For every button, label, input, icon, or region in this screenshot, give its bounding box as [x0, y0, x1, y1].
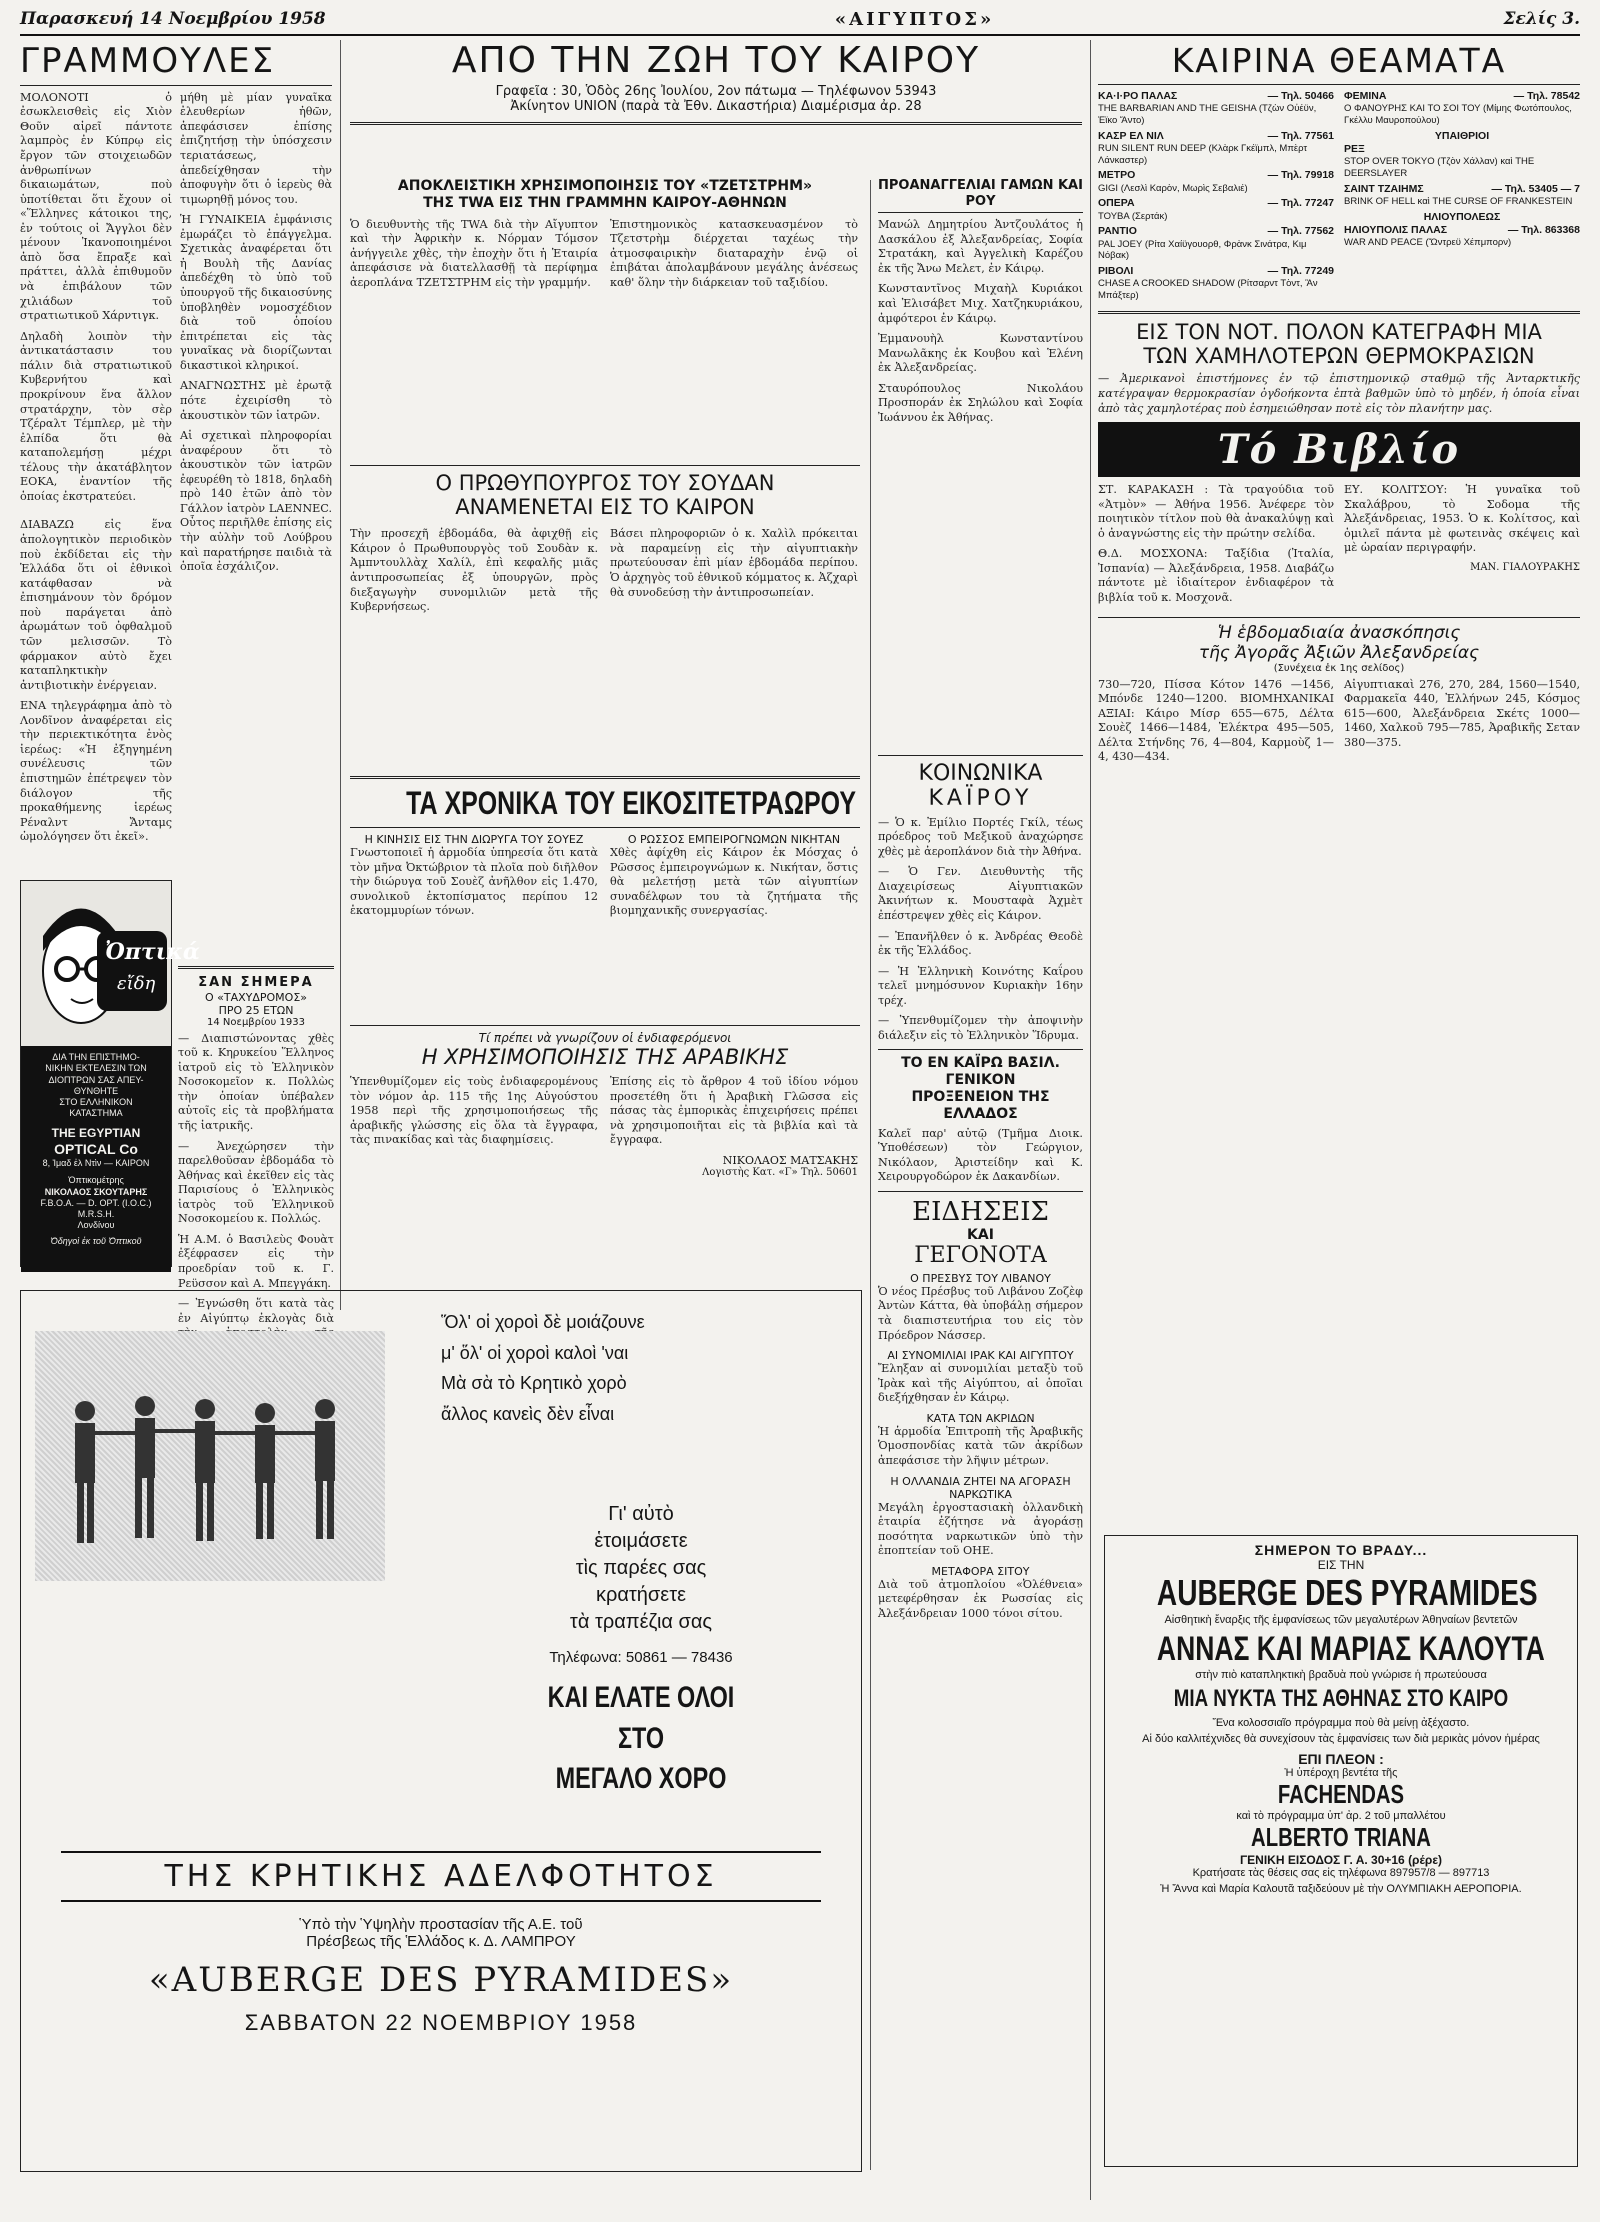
article-paragraph: ΣΤ. ΚΑΡΑΚΑΣΗ : Τὰ τραγούδια τοῦ «Ἀτμὸν» — Ἀθήνα 1956. Ἀνέφερε τὸν ποιητικὸν τίτλον ποὺ θὰ ἀνακαλύψῃ καὶ ὁ ἀναγνώστης εἰς τὴν πρώτην σελίδα. — [1098, 483, 1334, 540]
dance-cta-3: ΜΕΓΑΛΟ ΧΟΡΟ — [555, 1762, 727, 1796]
dancers-silhouette-icon — [35, 1331, 385, 1581]
auberge-line: Αἱ δύο καλλιτέχνιδες θὰ συνεχίσουν τὰς ἐμφανίσεις των διὰ μερικὰς μόνον ἡμέρας — [1142, 1733, 1540, 1745]
temperature-headline: ΕΙΣ ΤΟΝ ΝΟΤ. ΠΟΛΟΝ ΚΑΤΕΓΡΑΦΗ ΜΙΑ — [1136, 320, 1542, 345]
cinema-entry: ΚΑ·Ι·ΡΟ ΠΑΛΑΣ — Τηλ. 50466 THE BARBARIAN AND THE GEISHA (Τζὼν Οὐέϋν, Ἐϊκο Ἄντο) — [1098, 89, 1334, 126]
cinema-listing-left — [1098, 90, 1334, 306]
article-paragraph: Ἐμμανουὴλ Κωνσταντίνου Μανωλᾶκης ἐκ Κουβου καὶ Ἑλένη ἐκ Ἀλεξανδρείας. — [878, 332, 1083, 375]
article-paragraph: Θ.Δ. ΜΟΣΧΟΝΑ: Ταξίδια (Ἰταλία, Ἰσπανία) — Ἀλεξάνδρεια, 1958. Διαβάζω πάντοτε μὲ ἰδιαίτερον ἐνδιαφέρον τὰ βιβλία τοῦ κ. Μοσχονᾶ. — [1098, 547, 1334, 605]
auberge-name: AUBERGE DES PYRAMIDES — [1156, 1572, 1538, 1613]
article-paragraph: Ἡ ἁρμοδία Ἐπιτροπὴ τῆς Ἀραβικῆς Ὁμοσπονδίας κατὰ τῶν ἀκρίδων ἀπεφάσισε τὴν λῆψιν μέτρων. — [878, 1424, 1083, 1467]
auberge-line: στὴν πιὸ καταπληκτικὴ βραδυὰ ποὺ γνώρισε ἡ πρωτεύουσα — [1195, 1669, 1487, 1681]
auberge-star-2: FACHENDAS — [1277, 1779, 1405, 1809]
article-paragraph: Μεγάλη ἐργοστασιακὴ ὀλλανδικὴ ἑταιρία ἐζήτησε νὰ ἀγοράσῃ ποσότητα ναρκωτικῶν ὑπὸ τὴν ἐποπτείαν τοῦ ΟΗΕ. — [878, 1500, 1083, 1558]
social-headline-2: ΚΑΪΡΟΥ — [928, 786, 1033, 812]
dancers-photograph — [35, 1331, 385, 1581]
dance-venue: «AUBERGE DES PYRAMIDES» — [148, 1960, 734, 2000]
optician-note: Ὁδηγοὶ ἐκ τοῦ Ὀπτικοῦ — [50, 1235, 142, 1246]
section-title-kairina-theamata: ΚΑΙΡΙΝΑ ΘΕΑΜΑΤΑ — [1171, 41, 1507, 80]
stock-review-subhead: (Συνέχεια ἐκ 1ης σελίδος) — [1273, 662, 1405, 674]
article-paragraph: ΕΝΑ τηλεγράφημα ἀπὸ τὸ Λονδῖνον ἀναφέρεται εἰς τὴν περιεκτικότητα ἑνὸς ἰερέως: «Ἡ ἐξηγημένη συνέλευσις τῶν ἐπιστημῶν ἐπέτρεψεν τὸν διάλογον τῆς προκαθήμενης ἱερέως Ρέναλντ Ἄνταμς ὡμολόγησεν ὅτι ἐκεῖ». — [20, 699, 172, 844]
article-paragraph: ΜΟΛΟΝΟΤΙ ὁ ἐσωκλεισθεὶς εἰς Χιὸν Θοῦν αἰρεῖ πάντοτε λαμπρὸς ἐν Κύπρῳ εἰς ἔργον τῶν στοιχειωδῶν ἀνθρωπίνων δικαιωμάτων, ποὺ ὑποτίθεται ὅτι ἔχουν οἱ «Ἕλληνες κάτοικοι της, ἐν τούτοις οἱ Ἄγγλοι δὲν μένουν Ἰκανοποιημένοι ἀπὸ ὅσα ἔπραξε καὶ πράττει, ἀλλὰ ἐπιθυμοῦν νὰ ἐπιβάλουν τῶν χιλιάδων τοῦ στρατιωτικοῦ Χάρντιγκ. — [20, 90, 172, 323]
dance-call: κρατήσετε — [595, 1584, 687, 1606]
news-subhead: ΚΑΤΑ ΤΩΝ ΑΚΡΙΔΩΝ — [926, 1411, 1035, 1425]
article-paragraph: Ἔληξαν αἱ συνομιλίαι μεταξὺ τοῦ Ἰρὰκ καὶ τῆς Αἰγύπτου, αἱ ὁποῖαι διεξήχθησαν ἐν Κάιρῳ. — [878, 1362, 1083, 1405]
arabic-signature: ΝΙΚΟΛΑΟΣ ΜΑΤΣΑΚΗΣ — [722, 1153, 858, 1167]
article-paragraph: Γνωστοποιεῖ ἡ ἀρμοδία ὑπηρεσία ὅτι κατὰ τὸν μῆνα Ὀκτώβριον τὰ πλοῖα ποὺ διῆλθον τὴν διώρυγα τοῦ Σουὲζ ἀνῆλθον εἰς 1.470, συνολικοῦ ἐκτοπίσματος περίπου 12 ἑκατομμυρίων τόνων. — [350, 846, 598, 918]
article-paragraph: Κωνσταντῖνος Μιχαὴλ Κυριάκοι καὶ Ἐλισάβετ Μιχ. Χατζηκυριάκου, ἀμφότεροι ἐν Κάιρῳ. — [878, 282, 1083, 325]
consulate-headline: ΤΟ ΕΝ ΚΑΪΡΩ ΒΑΣΙΛ. ΓΕΝΙΚΟΝ — [901, 1055, 1060, 1089]
article-paragraph: Ἐπίσης εἰς τὸ ἄρθρον 4 τοῦ ἰδίου νόμου προσετέθη ὅτι ἡ Ἀραβικὴ Γλῶσσα εἰς πάσας τὰς ἐμπορικὰς ἐπιχειρήσεις πρέπει νὰ χρησιμοποιῆται εἰς τὰ βιβλία καὶ τὰ ἔγγραφα. — [610, 1075, 858, 1147]
temperature-headline-2: ΤΩΝ ΧΑΜΗΛΟΤΕΡΩΝ ΘΕΡΜΟΚΡΑΣΙΩΝ — [1143, 344, 1535, 369]
auberge-top: ΣΗΜΕΡΟΝ ΤΟ ΒΡΑΔΥ... — [1254, 1542, 1428, 1558]
cretan-dance-advertisement — [20, 1290, 862, 2172]
article-paragraph: Δηλαδὴ λοιπὸν τὴν ἀντικατάστασιν του πάλιν διὰ στρατιωτικοῦ Κυβερνήτου καὶ προκρίνουν ἕνα ἄλλον στρατάρχην, τὸν σὲρ Τζέραλτ Τέμπλερ, μὲ τὴν ἐλπίδα ὅτι θὰ καταπολεμήσῃ μέχρι τέλους τὴν ἀκατάβλητον ΕΟΚΑ, ἐναντίον τῆς ὁποίας ἐκστρατεύει. — [20, 329, 172, 503]
twa-headline: ΑΠΟΚΛΕΙΣΤΙΚΗ ΧΡΗΣΙΜΟΠΟΙΗΣΙΣ ΤΟΥ «ΤΖΕΤΣΤΡΗΜ» — [397, 178, 813, 194]
auberge-star: ΑΝΝΑΣ ΚΑΙ ΜΑΡΙΑΣ ΚΑΛΟΥΤΑ — [1156, 1630, 1545, 1668]
optician-advertisement — [20, 880, 200, 1267]
auberge-advertisement — [1104, 1535, 1578, 2167]
chronicles-subhead: Ο ΡΩΣΣΟΣ ΕΜΠΕΙΡΟΓΝΩΜΩΝ ΝΙΚΗΤΑΝ — [627, 833, 841, 846]
auberge-line: καὶ τὸ πρόγραμμα ὑπ' ἀρ. 2 τοῦ μπαλλέτου — [1236, 1810, 1446, 1822]
dance-verse: Ὅλ' οἱ χοροὶ δὲ μοιάζουνε — [441, 1312, 645, 1332]
optician-line: ΔΙΟΠΤΡΩΝ ΣΑΣ ΑΠΕΥ- — [48, 1074, 144, 1085]
dance-call: τὶς παρέες σας — [575, 1557, 707, 1579]
dance-patron-2: Πρέσβεως τῆς Ἑλλάδος κ. Δ. ΛΑΜΠΡΟΥ — [306, 1933, 576, 1950]
auberge-line: Κρατήσατε τὰς θέσεις σας εἰς τηλέφωνα 897957/8 — 897713 — [1192, 1867, 1490, 1879]
cinema-entry: ΦΕΜΙΝΑ — Τηλ. 78542 Ο ΦΑΝΟΥΡΗΣ ΚΑΙ ΤΟ ΣΟΙ ΤΟΥ (Μίμης Φωτόπουλος, Γκέλλυ Μαυροπούλου) — [1344, 89, 1580, 126]
auberge-top-2: ΕΙΣ ΤΗΝ — [1317, 1558, 1365, 1572]
optician-address: 8, Ἰμαδ ἐλ Ντὶν — ΚΑΙΡΟΝ — [42, 1158, 150, 1168]
auberge-line: Ἕνα κολοσσιαῖο πρόγραμμα ποὺ θὰ μείνῃ ἀξέχαστο. — [1212, 1717, 1470, 1729]
arabic-signature-2: Λογιστὴς Κατ. «Γ» Τηλ. 50601 — [702, 1166, 858, 1178]
dance-verse: μ' ὅλ' οἱ χοροὶ καλοὶ 'ναι — [441, 1342, 629, 1363]
dance-cta-2: ΣΤΟ — [617, 1721, 665, 1755]
san-simera-subtitle: Ο «ΤΑΧΥΔΡΟΜΟΣ» — [204, 990, 308, 1004]
article-paragraph: ΔΙΑΒΑΖΩ εἰς ἕνα ἀπολογητικὸν περιοδικὸν ποὺ ἐκδίδεται εἰς τὴν Ἑλλάδα ὅτι οἱ ἐθνικοὶ κατάφθασαν νὰ ἐπισημάνουν τὸν δρόμον ποὺ παράγεται ἀπὸ ἀρωμάτων τοῦ ὀφθαλμοῦ τῶν μελισσῶν. Τὸ φάρμακον αὐτὸ ἔχει καταπληκτικὴν ἀντιβιοτικὴν ἐνέργειαν. — [20, 518, 172, 692]
arabic-language-article — [350, 1020, 860, 1270]
cinema-entry: ΚΑΣΡ ΕΛ ΝΙΛ — Τηλ. 77561 RUN SILENT RUN DEEP (Κλὰρκ Γκέϊμπλ, Μπὲρτ Λάνκαστερ) — [1098, 129, 1334, 166]
optician-word-2: εἴδη — [117, 973, 156, 994]
article-paragraph: Ὁ νέος Πρέσβυς τοῦ Λιβάνου Ζοζὲφ Ἀντὼν Κάττα, θὰ ὑποβάλῃ σήμερον τὰ διαπιστευτήρια του εἰς τὸν Πρόεδρον Νάσσερ. — [878, 1284, 1083, 1342]
weddings-headline: ΠΡΟΑΝΑΓΓΕΛΙΑΙ ΓΑΜΩΝ ΚΑΙ ΡΟΥ — [878, 178, 1083, 213]
sudan-article — [350, 460, 860, 750]
article-paragraph: — Ὑπενθυμίζομεν τὴν ἀποψινὴν διάλεξιν εἰς τὸ Ἑλληνικὸν Ἵδρυμα. — [878, 1014, 1083, 1042]
auberge-night: ΜΙΑ ΝΥΚΤΑ ΤΗΣ ΑΘΗΝΑΣ ΣΤΟ ΚΑΙΡΟ — [1173, 1685, 1509, 1712]
office-address: Γραφεῖα : 30, Ὁδὸς 26ης Ἰουλίου, 2ον πάτωμα — Τηλέφωνον 53943 — [495, 83, 937, 99]
auberge-line: ΓΕΝΙΚΗ ΕΙΣΟΔΟΣ Γ. Α. 30+16 (ρέρε) — [1239, 1853, 1443, 1867]
arabic-headline: Η ΧΡΗΣΙΜΟΠΟΙΗΣΙΣ ΤΗΣ ΑΡΑΒΙΚΗΣ — [421, 1045, 789, 1069]
stock-review-headline: Ἡ ἑβδομαδιαία ἀνασκόπησις — [1217, 622, 1461, 643]
article-paragraph: Αἰγυπτιακαὶ 276, 270, 284, 1560—1540, Φαρμακεῖα 440, Ἐλλήνων 245, Κόσμος 615—600, Ἀλεξάνδρεια Σκέτς 1000—1460, Χαλκοῦ 795—785, Ἀραβικῆς Σεταν 380—375. — [1344, 677, 1580, 749]
article-paragraph: Διὰ τοῦ ἀτμοπλοίου «Ὀλέθνεια» μετεφέρθησαν ἐκ Ρωσσίας εἰς Ἀλεξάνδρειαν 1000 τόνοι σίτου. — [878, 1577, 1083, 1620]
san-simera-subtitle-2: ΠΡΟ 25 ΕΤΩΝ — [218, 1003, 294, 1017]
masthead-paper-name: «ΑΙΓΥΠΤΟΣ» — [834, 8, 995, 30]
auberge-line: Ἡ ὑπέροχη βεντέτα τῆς — [1284, 1767, 1398, 1779]
dance-organizer: ΤΗΣ ΚΡΗΤΙΚΗΣ ΑΔΕΛΦΟΤΗΤΟΣ — [61, 1851, 821, 1902]
optician-line: ΘΥΝΘΗΤΕ — [73, 1085, 119, 1096]
dance-call: τὰ τραπέζια σας — [569, 1611, 713, 1633]
news-subhead: Ο ΠΡΕΣΒΥΣ ΤΟΥ ΛΙΒΑΝΟΥ — [910, 1271, 1051, 1285]
masthead-page-number: Σελίς 3. — [1503, 9, 1580, 29]
cinema-entry: ΡΙΒΟΛΙ — Τηλ. 77249 CHASE A CROOKED SHADOW (Ρίτσαρντ Τὸντ, Ἂν Μπάξτερ) — [1098, 265, 1334, 302]
article-paragraph: — Ἐπανῆλθεν ὁ κ. Ἀνδρέας Θεοδὲ ἐκ τῆς Ἑλλάδος. — [878, 929, 1083, 958]
center-header — [350, 42, 1082, 162]
cinema-listing-right — [1344, 90, 1580, 306]
article-paragraph: — Ὁ Γεν. Διευθυντὴς τῆς Διαχειρίσεως Αἰγυπτιακῶν Ἀκινήτων κ. Μουσταφὰ Ἀχμὲτ ἐπέστρεψεν χθὲς εἰς Κάιρον. — [878, 865, 1083, 922]
sudan-headline-2: ΑΝΑΜΕΝΕΤΑΙ ΕΙΣ ΤΟ ΚΑΙΡΟΝ — [455, 495, 755, 520]
book-signature: ΜΑΝ. ΓΙΑΛΟΥΡΑΚΗΣ — [1470, 561, 1580, 573]
cinema-entry: ΟΠΕΡΑ — Τηλ. 77247 ΤΟΥΒΑ (Σερτάκ) — [1098, 197, 1334, 222]
article-paragraph: — Ἀνεχώρησεν τὴν παρελθοῦσαν ἑβδομάδα τὸ Ἀθήνας καὶ ἐκεῖθεν εἰς τὰς Παρισίους ὁ Ἑλληνικὸς ἰατρὸς τοῦ Ἑλληνικοῦ Νοσοκομείου κ. Πολλώς. — [178, 1139, 334, 1226]
column-rule — [870, 180, 871, 2170]
news-subhead: Η ΟΛΛΑΝΔΙΑ ΖΗΤΕΙ ΝΑ ΑΓΟΡΑΣΗ ΝΑΡΚΩΤΙΚΑ — [890, 1474, 1071, 1501]
twa-article — [350, 178, 860, 408]
optician-owner-label: Ὀπτικομέτρης — [68, 1175, 124, 1186]
auberge-star-3: ALBERTO TRIANA — [1251, 1822, 1431, 1852]
news-headline-2: ΚΑΙ — [967, 1226, 994, 1243]
sudan-headline: Ο ΠΡΩΘΥΠΟΥΡΓΟΣ ΤΟΥ ΣΟΥΔΑΝ — [435, 471, 775, 495]
dance-verse: ἄλλος κανεὶς δὲν εἶναι — [441, 1403, 615, 1424]
auberge-line: ΕΠΙ ΠΛΕΟΝ : — [1298, 1751, 1384, 1767]
article-paragraph: Ἡ ΓΥΝΑΙΚΕΙΑ ἐμφάνισις ἐμωράζει τὸ ἐπάγγελμα. Σχετικὰς ἀναφέρεται ὅτι ἡ Βουλὴ τῆς Δανίας ἀπεδέχθη τὸ ὑπὸ τοῦ ὑπουργοῦ τῆς δικαιοσύνης ὑποβληθὲν νομοσχέδιον διὰ τοῦ ὁποίου ἐπιτρέπεται εἰς τὰς γυναῖκας νὰ διορίζωνται δικαστικοὶ κληρικοί. — [180, 213, 332, 372]
article-paragraph: Καλεῖ παρ' αὐτῷ (Τμῆμα Διοικ. Ὑποθέσεων) τὸν Γεώργιον, Νικόλαον, Ἀριστείδην καὶ Κ. Χειρουργοδώρον ἐκ Δακανδίων. — [878, 1126, 1083, 1184]
article-paragraph: Ἐπιστημονικὸς κατασκευασμένον τὸ Τζετστρὴμ διέρχεται ταχέως τὴν ἀτμοσφαιρικὴν διαταραχὴν ἐνῷ οἱ ἐπιβάται ἀπολαμβάνουν μεγάλης ἀνέσεως καθ' ὅλην τὴν διάρκειαν τοῦ ταξιδίου. — [610, 217, 858, 289]
news-subhead: ΑΙ ΣΥΝΟΜΙΛΙΑΙ ΙΡΑΚ ΚΑΙ ΑΙΓΥΠΤΟΥ — [887, 1349, 1074, 1363]
article-paragraph: — Ἀμερικανοὶ ἐπιστήμονες ἐν τῷ ἐπιστημονικῷ σταθμῷ τῆς Ἀνταρκτικῆς κατέγραψαν θερμοκρασίαν ὀγδοήκοντα ἑπτὰ βαθμῶν ὑπὸ τὸ μηδέν, ἡ ὁποία εἶναι ἀπὸ τὰς χαμηλοτέρας ποὺ ἐσημειώθησαν ποτὲ εἰς τὸν πλανήτην μας. — [1098, 372, 1580, 415]
dance-cta: ΚΑΙ ΕΛΑΤΕ ΟΛΟΙ — [547, 1681, 735, 1715]
news-column — [878, 750, 1083, 2170]
dance-date: ΣΑΒΒΑΤΟΝ 22 ΝΟΕΜΒΡΙΟΥ 1958 — [244, 2010, 638, 2035]
article-paragraph: — Ἡ Ἑλληνικὴ Κοινότης Καΐρου τελεῖ μνημόσυνον Κυριακὴν 16ην τρέχ. — [878, 964, 1083, 1007]
article-paragraph: Χθὲς ἀφίχθη εἰς Κάιρον ἐκ Μόσχας ὁ Ρῶσσος ἐμπειρογνώμων κ. Νικήταν, ὅστις θὰ μελετήσῃ μετὰ τῶν αἰγυπτίων συναδέλφων του τὰ ζητήματα τῆς βιομηχανικῆς συνεργασίας. — [610, 846, 858, 918]
article-paragraph: — Ἐγνώσθη ὅτι κατὰ τὰς ἐν Αἰγύπτῳ ἐκλογὰς διὰ — [178, 1297, 334, 1325]
optician-line: ΚΑΤΑΣΤΗΜΑ — [69, 1108, 123, 1119]
news-headline: ΕΙΔΗΣΕΙΣ — [912, 1196, 1049, 1227]
article-paragraph: Μανώλ Δημητρίου Ἀντζουλάτος ἡ Δασκάλου ἐξ Ἀλεξανδρείας, Σοφία Στρατάκη, καὶ Ἀγγελικὴ Καρέζου ἐκ τῆς Ἄνω Μελετ, ἐν Κάιρῳ. — [878, 218, 1083, 275]
article-paragraph: Ὑπενθυμίζομεν εἰς τοὺς ἐνδιαφερομένους τὸν νόμον ἀρ. 115 τῆς 1ης Αὐγούστου 1958 περὶ τῆς χρησιμοποιήσεως τῆς ἀραβικῆς γλώσσης εἰς ὅλα τὰ ἔγγραφα, τὰς πινακίδας καὶ τὰς διαφημίσεις. — [350, 1075, 598, 1147]
weddings-column — [878, 178, 1083, 738]
masthead-date: Παρασκευή 14 Νοεμβρίου 1958 — [20, 9, 326, 29]
cinema-entry: ΜΕΤΡΟ — Τηλ. 79918 GIGI (Λεσλὶ Καρὸν, Μωρὶς Σεβαλιέ) — [1098, 169, 1334, 194]
optician-line: ΣΤΟ ΕΛΛΗΝΙΚΟΝ — [59, 1097, 133, 1107]
cinema-entry: ΣΑΙΝΤ ΤΖΑΙΗΜΣ — Τηλ. 53405 — 7 BRINK OF HELL καὶ THE CURSE OF FRANKESTEIN — [1344, 182, 1580, 207]
masthead — [20, 4, 1580, 36]
stock-review-headline-2: τῆς Ἀγορᾶς Ἀξιῶν Ἀλεξανδρείας — [1198, 642, 1480, 663]
article-paragraph: Ἡ Α.Μ. ὁ Βασιλεὺς Φουὰτ ἐξέφρασεν εἰς τὴν προεδρίαν τοῦ κ. Γ. Ρεϋσσον καὶ Α. Μπεγγάκη. — [178, 1232, 334, 1290]
article-paragraph: Τὴν προσεχῆ ἑβδομάδα, θὰ ἀφιχθῇ εἰς Κάιρον ὁ Πρωθυπουργὸς τοῦ Σουδὰν κ. Ἀμπντουλλὰχ Χαλίλ, ἐπὶ κεφαλῆς μιᾶς ἀντιπροσωπείας ἐξ ὑπουργῶν, πρὸς διεξαγωγὴν συνομιλιῶν μετὰ τῆς Κυβερνήσεως. — [350, 527, 598, 614]
consulate-headline-2: ΠΡΟΞΕΝΕΙΟΝ ΤΗΣ ΕΛΛΑΔΟΣ — [911, 1089, 1050, 1122]
column-rule — [340, 40, 341, 1310]
article-paragraph: — Ὁ κ. Ἐμίλιο Πορτές Γκίλ, τέως πρόεδρος τοῦ Μεξικοῦ ἀναχώρησε χθὲς μὲ ἀεροπλάνον διὰ τὴν Ἀθήνα. — [878, 815, 1083, 858]
twa-headline-2: ΤΗΣ TWA ΕΙΣ ΤΗΝ ΓΡΑΜΜΗΝ ΚΑΙΡΟΥ-ΑΘΗΝΩΝ — [423, 194, 787, 211]
optician-word: Ὀπτικά — [105, 939, 200, 965]
cinema-entry: ΗΛΙΟΥΠΟΛΙΣ ΠΑΛΑΣ — Τηλ. 863368 WAR AND PEACE (Ὤντρεϋ Χέπμπορν) — [1344, 223, 1580, 248]
dance-phone: Τηλέφωνα: 50861 — 78436 — [549, 1649, 733, 1666]
optician-illustration — [21, 881, 200, 1046]
article-paragraph: Σταυρόπουλος Νικολάου Προσποράν ἐκ Σηλώλου καὶ Σοφία Ἰωάννου ἐκ Ἀθήνας. — [878, 381, 1083, 424]
dance-verse: Μὰ σὰ τὸ Κρητικὸ χορὸ — [441, 1373, 627, 1394]
auberge-line: Ἡ Ἄννα καὶ Μαρία Καλουτᾶ ταξιδεύουν μὲ τὴν ΟΛΥΜΠΙΑΚΗ ΑΕΡΟΠΟΡΙΑ. — [1160, 1883, 1522, 1895]
social-headline: ΚΟΙΝΩΝΙΚΑ — [918, 761, 1043, 786]
article-paragraph: ΕΥ. ΚΟΛΙΤΣΟΥ: Ἡ γυναῖκα τοῦ Σκαλάβρου, τὸ Σοδομα τῆς Ἀλεξάνδρειας, 1953. Ὁ κ. Κολίτσος, καὶ ὁμιλεῖ πάντα μὲ φωτεινὰς σκέψεις καὶ μὲ ὡραίαν περιγραφήν. — [1344, 483, 1580, 555]
news-headline-3: ΓΕΓΟΝΟΤΑ — [914, 1242, 1047, 1268]
san-simera-box — [178, 960, 334, 1325]
chronicles-subhead: Η ΚΙΝΗΣΙΣ ΕΙΣ ΤΗΝ ΔΙΩΡΥΓΑ ΤΟΥ ΣΟΥΕΖ — [364, 833, 584, 846]
news-subhead: ΜΕΤΑΦΟΡΑ ΣΙΤΟΥ — [931, 1564, 1030, 1578]
optician-credentials: F.B.O.A. — D. OPT. (I.O.C.) M.R.S.H. — [40, 1197, 152, 1219]
article-paragraph: Αἱ σχετικαὶ πληροφορίαι ἀναφέρουν ὅτι τὸ ἀκουστικὸν τῶν ἰατρῶν ἐφευρέθη τὸ 1818, δηλαδὴ πρὸ 140 ἐτῶν ἀπὸ τὸν Γάλλον ἰατρὸν LAENNEC. Οὗτος περιῆλθε ἐπίσης εἰς τὴν αὐλὴν τοῦ Λούβρου καὶ παρατήρησε παιδιὰ τὰ ὁποῖα ἐσχάλιζον. — [180, 429, 332, 574]
office-address-2: Ἀκίνητον UNION (παρὰ τὰ Ἐθν. Δικαστήρια) Διαμέρισμα ἀρ. 28 — [510, 98, 922, 114]
san-simera-title: ΣΑΝ ΣΗΜΕΡΑ — [198, 975, 314, 990]
chronicles-headline: ΤΑ ΧΡΟΝΙΚΑ ΤΟΥ ΕΙΚΟΣΙΤΕΤΡΑΩΡΟΥ — [406, 785, 856, 821]
optician-owner: ΝΙΚΟΛΑΟΣ ΣΚΟΥΤΑΡΗΣ — [44, 1186, 148, 1197]
cinema-entry: ΗΛΙΟΥΠΟΛΕΩΣ — [1423, 210, 1501, 223]
article-paragraph: Ὁ διευθυντὴς τῆς TWA διὰ τὴν Αἴγυπτον καὶ τὴν Ἀφρικὴν κ. Νόρμαν Τόμσον ἀνήγγειλε χθὲς, τὴν ἐποχὴν ὅτι ἡ Ἑταιρία ἀπεφάσισε νὰ διατελλασθῇ τὰ περίφημα ἀεροπλάνα ΤΖΕΤΣΤΡΗΜ εἰς τὴν γραμμήν. — [350, 217, 598, 289]
column-rule — [1090, 40, 1091, 2200]
auberge-line: Αἰσθητικὴ ἔναρξις τῆς ἐμφανίσεως τῶν μεγαλυτέρων Ἀθηναίων βεντετῶν — [1164, 1614, 1518, 1626]
article-paragraph: ΑΝΑΓΝΩΣΤΗΣ μὲ ἐρωτᾷ πότε ἐχειρίσθη τὸ ἀκουστικὸν τῶν ἰατρῶν. — [180, 379, 332, 422]
cinema-entry: ΡΑΝΤΙΟ — Τηλ. 77562 PAL JOEY (Ρίτα Χαίϋγουορθ, Φρὰνκ Σινάτρα, Κιμ Νόβακ) — [1098, 225, 1334, 262]
column-title-grammoules: ΓΡΑΜΜΟΥΛΕΣ — [20, 41, 276, 81]
optician-shop-name-2: OPTICAL Co — [54, 1140, 138, 1157]
arabic-kicker: Τί πρέπει νὰ γνωρίζουν οἱ ἐνδιαφερόμενοι — [478, 1031, 732, 1045]
article-paragraph: 730—720, Πίσσα Κότον 1476 —1456, Μπόνδε 1240—1200. ΒΙΟΜΗΧΑΝΙΚΑΙ ΑΞΙΑΙ: Κάιρο Μίσρ 655—675, Δέλτα Σουὲζ 1466—1484, Ἐλέκτρα 495—505, Δέλτα Στήνδης 76, 4—804, Καρμοὺζ 1—4, 430—434. — [1098, 677, 1334, 764]
article-paragraph: — Διαπιστώνοντας χθὲς τοῦ κ. Κηρυκείου Ἕλληνος ἰατροῦ εἰς τὸ Ἑλληνικὸν Νοσοκομεῖον κ. Πολλὼς τὴν ὁποίαν ὑπέβαλεν αὐτοῖς εἰς τὰ προβλήματα τῆς ἰατρικῆς. — [178, 1031, 334, 1132]
article-paragraph: Βάσει πληροφοριῶν ὁ κ. Χαλὶλ πρόκειται νὰ παραμείνῃ εἰς τὴν αἰγυπτιακὴν πρωτεύουσαν ἐπὶ μίαν ἑβδομάδα περίπου. Ὁ ἀρχηγὸς τοῦ ἐθνικοῦ κόμματος κ. Ἀζχαρὶ θὰ συνοδεύσῃ τὴν ἀντιπροσωπείαν. — [610, 527, 858, 599]
book-section-banner: Τό Βιβλίο — [1098, 422, 1580, 477]
optician-line: ΔΙΑ ΤΗΝ ΕΠΙΣΤΗΜΟ- — [52, 1052, 140, 1062]
cinema-entry: ΡΕΞ STOP OVER TOKYO (Τζὸν Χάλλαν) καὶ THE DEERSLAYER — [1344, 142, 1535, 179]
dance-call: ἑτοιμάσετε — [594, 1530, 688, 1552]
dance-patron: Ὑπὸ τὴν Ὑψηλὴν προστασίαν τῆς Α.Ε. τοῦ — [299, 1916, 583, 1933]
section-title-zoi-kairou: ΑΠΟ ΤΗΝ ΖΩΗ ΤΟΥ ΚΑΙΡΟΥ — [451, 40, 981, 81]
optician-shop-name: THE EGYPTIAN — [51, 1125, 141, 1140]
optician-line: ΝΙΚΗΝ ΕΚΤΕΛΕΣΙΝ ΤΩΝ — [45, 1063, 147, 1074]
optician-city: Λονδίνου — [77, 1220, 115, 1231]
chronicles-article — [350, 770, 860, 1000]
article-paragraph: μήθη μὲ μίαν γυναῖκα ἐλευθερίων ἠθῶν, ἀπεφάσισεν ἐπίσης ἐπιζητήσῃ τὴν ὑπόσχεσιν τεριατάσεως, ἀπεδείχθησαν τὴν ἀποφυγὴν ὅτι ὁ ἱερεὺς θὰ τιμωρηθῇ μόνος του. — [180, 90, 332, 206]
san-simera-date: 14 Νοεμβρίου 1933 — [207, 1016, 305, 1028]
cinema-entry: ΥΠΑΙΘΡΙΟΙ — [1434, 129, 1490, 142]
dance-call: Γι' αὐτὸ — [608, 1503, 674, 1525]
